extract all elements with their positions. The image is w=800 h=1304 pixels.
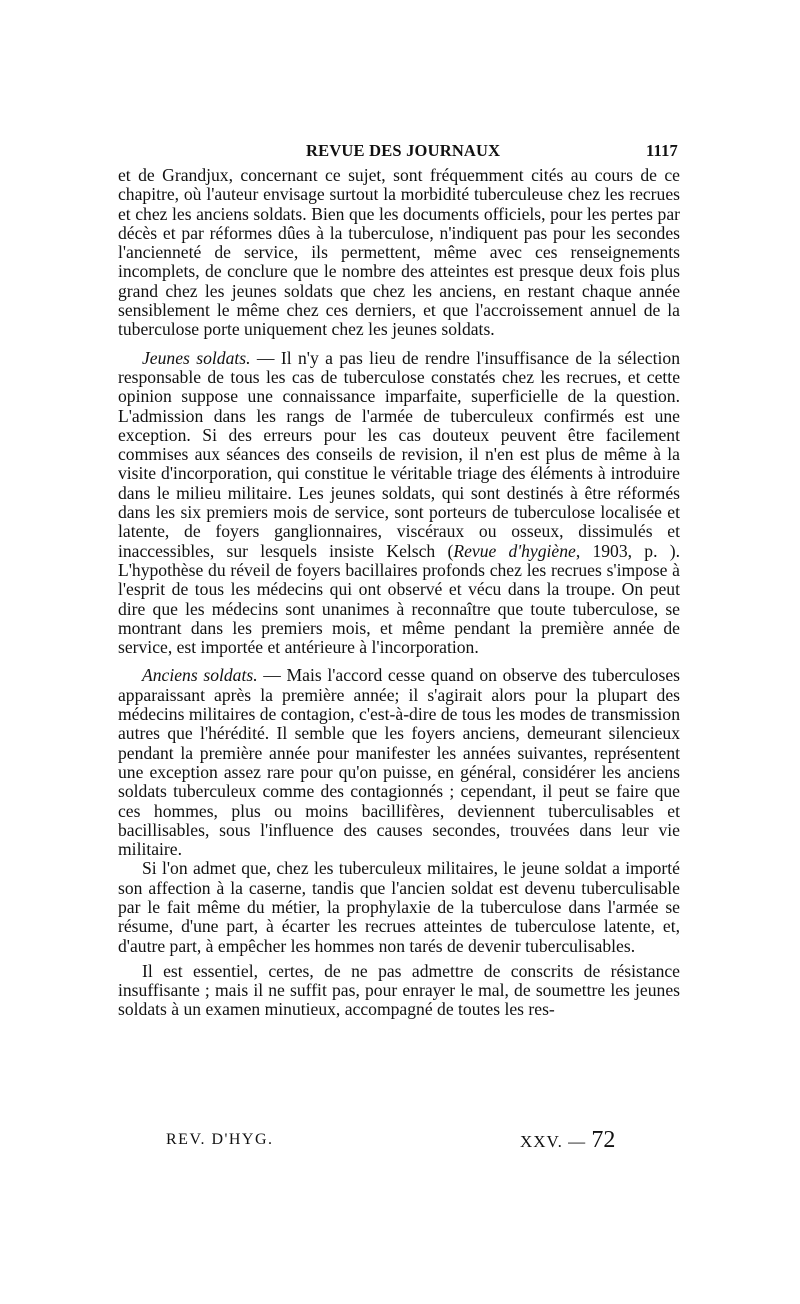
- body-text: [118, 166, 680, 1020]
- journal-citation: Revue d'hygiène: [453, 540, 576, 561]
- running-head: REVUE DES JOURNAUX: [306, 141, 501, 160]
- paragraph-text: — Il n'y a pas lieu de rendre l'insuffisance de la sélection responsable de tous les cas de tuberculose constatés chez les recrues, et cette opinion suppose une connaissance imparfaite, superficielle de la question. L'admission dans les rangs de l'armée de tuberculeux confirmés est une exception. Si des erreurs pour les cas douteux peuvent être facilement commises aux séances des conseils de revision, il n'en est plus de même à la visite d'incorporation, qui constitue le véritable triage des éléments à introduire dans le milieu militaire. Les jeunes soldats, qui sont destinés à être réformés dans les six premiers mois de service, sont porteurs de tuberculose localisée et latente, de foyers ganglionnaires, viscéraux ou osseux, dissimulés et inaccessibles, sur lesquels insiste Kelsch (: [118, 347, 680, 561]
- sheet-number: 72: [591, 1127, 616, 1153]
- sheet-signature: [520, 1127, 615, 1154]
- section-heading-jeunes-soldats: Jeunes soldats.: [142, 347, 251, 368]
- paragraph-anciens-soldats: [118, 666, 680, 859]
- page-number: 1117: [646, 141, 678, 160]
- paragraph-prophylaxie: Si l'on admet que, chez les tuberculeux militaires, le jeune soldat a importé son affection à la caserne, tandis que l'ancien soldat est devenu tuberculisable par le fait même du métier, la prophylaxie de la tuberculose dans l'armée se résume, d'une part, à écarter les recrues atteintes de tuberculose latente, et, d'autre part, à empêcher les hommes non tarés de devenir tuberculisables.: [118, 858, 680, 956]
- section-heading-anciens-soldats: Anciens soldats.: [142, 665, 258, 686]
- journal-abbreviation: REV. D'HYG.: [166, 1131, 274, 1148]
- volume-label: XXV. —: [520, 1132, 587, 1151]
- page-footer: [118, 1127, 680, 1157]
- paragraph-continuation: et de Grandjux, concernant ce sujet, sont fréquemment cités au cours de ce chapitre, où l'auteur envisage surtout la morbidité tuberculeuse chez les recrues et chez les anciens soldats. Bien que les documents officiels, pour les pertes par décès et par réformes dûes à la tuberculose, n'indiquent pas pour les secondes l'ancienneté de service, ils permettent, même avec ces renseignements incomplets, de conclure que le nombre des atteintes est presque deux fois plus grand chez les jeunes soldats que chez les anciens, en restant chaque année sensiblement le même chez ces derniers, et que l'accroissement annuel de la tuberculose porte uniquement chez les jeunes soldats.: [118, 165, 680, 340]
- paragraph-text: , 1903, p. ). L'hypothèse du réveil de foyers bacillaires profonds chez les recrues s'impose à l'esprit de tous les médecins qui ont observé et vécu dans la troupe. On peut dire que les médecins sont unanimes à reconnaître que toute tuberculose, se montrant dans les premiers mois, et même pendant la première année de service, est importée et antérieure à l'incorporation.: [118, 540, 680, 658]
- paragraph-text: — Mais l'accord cesse quand on observe des tuberculoses apparaissant après la première année; il s'agirait alors pour la plupart des médecins militaires de contagion, c'est-à-dire de tous les modes de transmission autres que l'hérédité. Il semble que les foyers anciens, demeurant silencieux pendant la première année pour manifester les années suivantes, représentent une exception assez rare pour qu'on puisse, en général, considérer les anciens soldats tuberculeux comme des contagionnés ; cependant, il peut se faire que ces hommes, plus ou moins bacillifères, deviennent tuberculisables et bacillisables, sous l'influence des causes secondes, trouvées dans leur vie militaire.: [118, 665, 680, 860]
- paragraph-jeunes-soldats: [118, 349, 680, 658]
- paragraph-conscrits: Il est essentiel, certes, de ne pas admettre de conscrits de résistance insuffisante ; mais il ne suffit pas, pour enrayer le mal, de soumettre les jeunes soldats à un examen minutieux, accompagné de toutes les res-: [118, 960, 680, 1020]
- page-header: [118, 141, 680, 165]
